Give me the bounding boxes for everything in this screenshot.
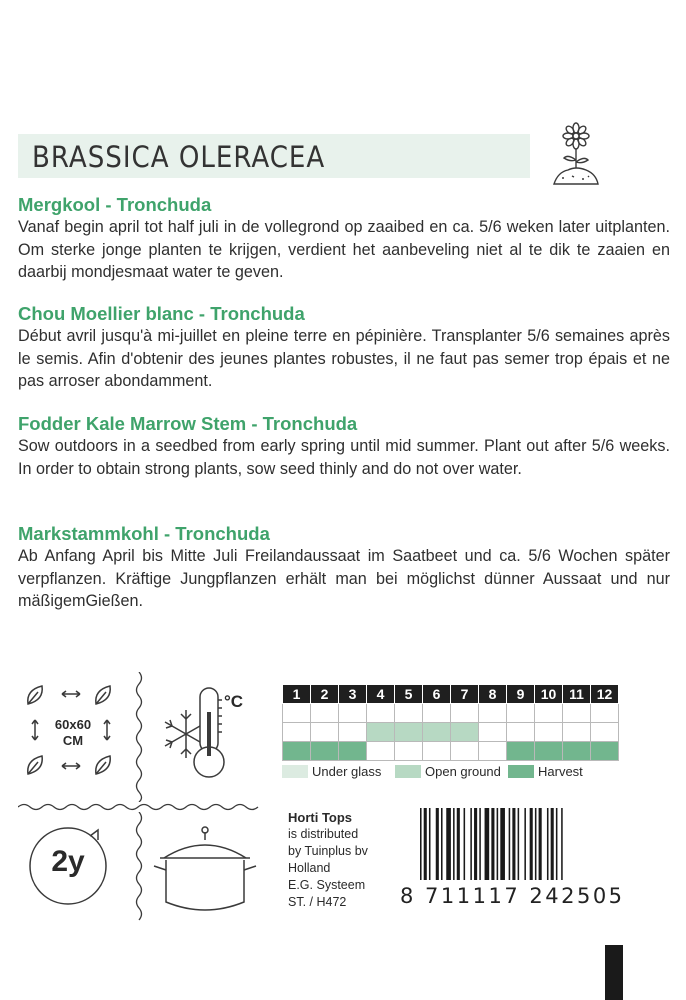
distributor-info: [288, 809, 368, 911]
barcode-bar: [420, 808, 422, 880]
month-label: 6: [423, 685, 451, 704]
barcode-bar: [539, 808, 542, 880]
month-label: 8: [479, 685, 507, 704]
calendar-cell: [591, 742, 619, 761]
latin-name: BRASSICA OLERACEA: [32, 140, 326, 174]
legend-label: Under glass: [312, 764, 382, 779]
barcode-bar: [479, 808, 481, 880]
month-label: 11: [563, 685, 591, 704]
legend-swatch: [395, 765, 421, 778]
calendar-cell: [591, 704, 619, 723]
barcode-bar: [530, 808, 533, 880]
calendar-cell: [283, 704, 311, 723]
row-harvest: [283, 742, 619, 761]
brand-name: Horti Tops: [288, 810, 353, 825]
wavy-divider: [132, 812, 146, 922]
month-label: 7: [451, 685, 479, 704]
barcode-bar: [556, 808, 558, 880]
calendar-cell: [423, 723, 451, 742]
distributor-line: ST. / H472: [288, 895, 347, 909]
spacing-label: [46, 717, 100, 749]
section-title: Chou Moellier blanc - Tronchuda: [18, 303, 305, 324]
calendar-cell: [339, 704, 367, 723]
barcode-bar: [509, 808, 511, 880]
section-german: [18, 523, 670, 613]
calendar-cell: [563, 742, 591, 761]
calendar-cell: [339, 723, 367, 742]
section-french: [18, 303, 670, 393]
barcode-bar: [485, 808, 490, 880]
calendar-cell: [283, 723, 311, 742]
section-text: Sow outdoors in a seedbed from early spring until mid summer. Plant out after 5/6 weeks. In order to obtain strong plants, sow seed thinly and do not over water.: [18, 437, 670, 478]
month-label: 12: [591, 685, 619, 704]
barcode-bar: [535, 808, 537, 880]
calendar-cell: [507, 704, 535, 723]
month-label: 2: [311, 685, 339, 704]
distributor-line: is distributed: [288, 827, 359, 841]
month-label: 3: [339, 685, 367, 704]
month-label: 9: [507, 685, 535, 704]
month-label: 1: [283, 685, 311, 704]
section-text: Vanaf begin april tot half juli in de vollegrond op zaaibed en ca. 5/6 weken later uitplanten. Om sterke jonge planten te krijgen, verdient het aanbeveling niet al te dik te zaaien en daarbij mondjesmaat water te geven.: [18, 218, 670, 281]
barcode-bar: [500, 808, 505, 880]
legend-label: Open ground: [425, 764, 501, 779]
calendar-cell: [507, 723, 535, 742]
spacing-value: 60x60: [54, 717, 92, 732]
barcode-bar: [524, 808, 526, 880]
calendar-cell: [451, 704, 479, 723]
calendar-cell: [395, 723, 423, 742]
pot-icon: [150, 822, 260, 922]
edge-marker: [605, 945, 623, 1000]
barcode-bar: [453, 808, 455, 880]
distributor-line: E.G. Systeem: [288, 878, 366, 892]
calendar-cell: [395, 742, 423, 761]
section-dutch: [18, 194, 670, 284]
section-text: Début avril jusqu'à mi-juillet en pleine terre en pépinière. Transplanter 5/6 semaines après le semis. Afin d'obtenir des jeunes plantes robustes, il ne faut pas semer trop épais et ne pas arroser abondamment.: [18, 327, 670, 390]
calendar-cell: [367, 704, 395, 723]
legend-swatch: [508, 765, 534, 778]
barcode-bar: [512, 808, 515, 880]
calendar-cell: [535, 742, 563, 761]
barcode-bar: [424, 808, 427, 880]
barcode-bar: [561, 808, 563, 880]
calendar-cell: [311, 704, 339, 723]
calendar-cell: [283, 742, 311, 761]
section-text: Ab Anfang April bis Mitte Juli Freilandaussaat im Saatbeet und ca. 5/6 Wochen später verpflanzen. Kräftige Jungpflanzen erhält man bei möglichst dünner Aussaat und nur mäßigemGießen.: [18, 547, 670, 610]
calendar-cell: [479, 742, 507, 761]
temperature-unit: °C: [224, 692, 244, 711]
calendar-cell: [563, 704, 591, 723]
calendar-cell: [311, 742, 339, 761]
calendar-cell: [451, 723, 479, 742]
section-title: Mergkool - Tronchuda: [18, 194, 212, 215]
calendar-cell: [479, 723, 507, 742]
calendar-cell: [395, 704, 423, 723]
calendar-cell: [367, 723, 395, 742]
barcode-number: 8 711117 242505: [400, 884, 625, 908]
calendar-cell: [535, 704, 563, 723]
row-under-glass: [283, 704, 619, 723]
calendar-cell: [563, 723, 591, 742]
calendar-months: [283, 685, 619, 704]
barcode-bar: [551, 808, 554, 880]
barcode-bar: [464, 808, 466, 880]
legend-label: Harvest: [538, 764, 583, 779]
barcode-bar: [429, 808, 431, 880]
section-title: Markstammkohl - Tronchuda: [18, 523, 270, 544]
calendar-cell: [423, 704, 451, 723]
month-label: 10: [535, 685, 563, 704]
section-english: [18, 413, 670, 480]
barcode-bar: [436, 808, 439, 880]
distributor-line: Holland: [288, 861, 331, 875]
lifecycle-label: 2y: [51, 845, 85, 878]
calendar-cell: [423, 742, 451, 761]
calendar-cell: [311, 723, 339, 742]
month-label: 4: [367, 685, 395, 704]
barcode-icon: [418, 808, 676, 880]
calendar-cell: [535, 723, 563, 742]
flower-plant-icon: [548, 122, 604, 188]
barcode-bar: [547, 808, 549, 880]
calendar-cell: [507, 742, 535, 761]
barcode-bar: [474, 808, 477, 880]
spacing-unit: CM: [62, 733, 84, 748]
sowing-calendar: [282, 684, 619, 761]
barcode-bar: [470, 808, 472, 880]
distributor-line: by Tuinplus bv: [288, 844, 368, 858]
calendar-cell: [367, 742, 395, 761]
row-open-ground: [283, 723, 619, 742]
barcode-bar: [446, 808, 451, 880]
legend-swatch: [282, 765, 308, 778]
calendar-cell: [591, 723, 619, 742]
calendar-cell: [451, 742, 479, 761]
barcode-bar: [491, 808, 494, 880]
month-label: 5: [395, 685, 423, 704]
barcode-bar: [457, 808, 460, 880]
barcode-bar: [518, 808, 520, 880]
section-title: Fodder Kale Marrow Stem - Tronchuda: [18, 413, 358, 434]
calendar-cell: [479, 704, 507, 723]
wavy-divider: [132, 672, 146, 802]
barcode-bar: [441, 808, 443, 880]
calendar-cell: [339, 742, 367, 761]
barcode-bar: [497, 808, 499, 880]
